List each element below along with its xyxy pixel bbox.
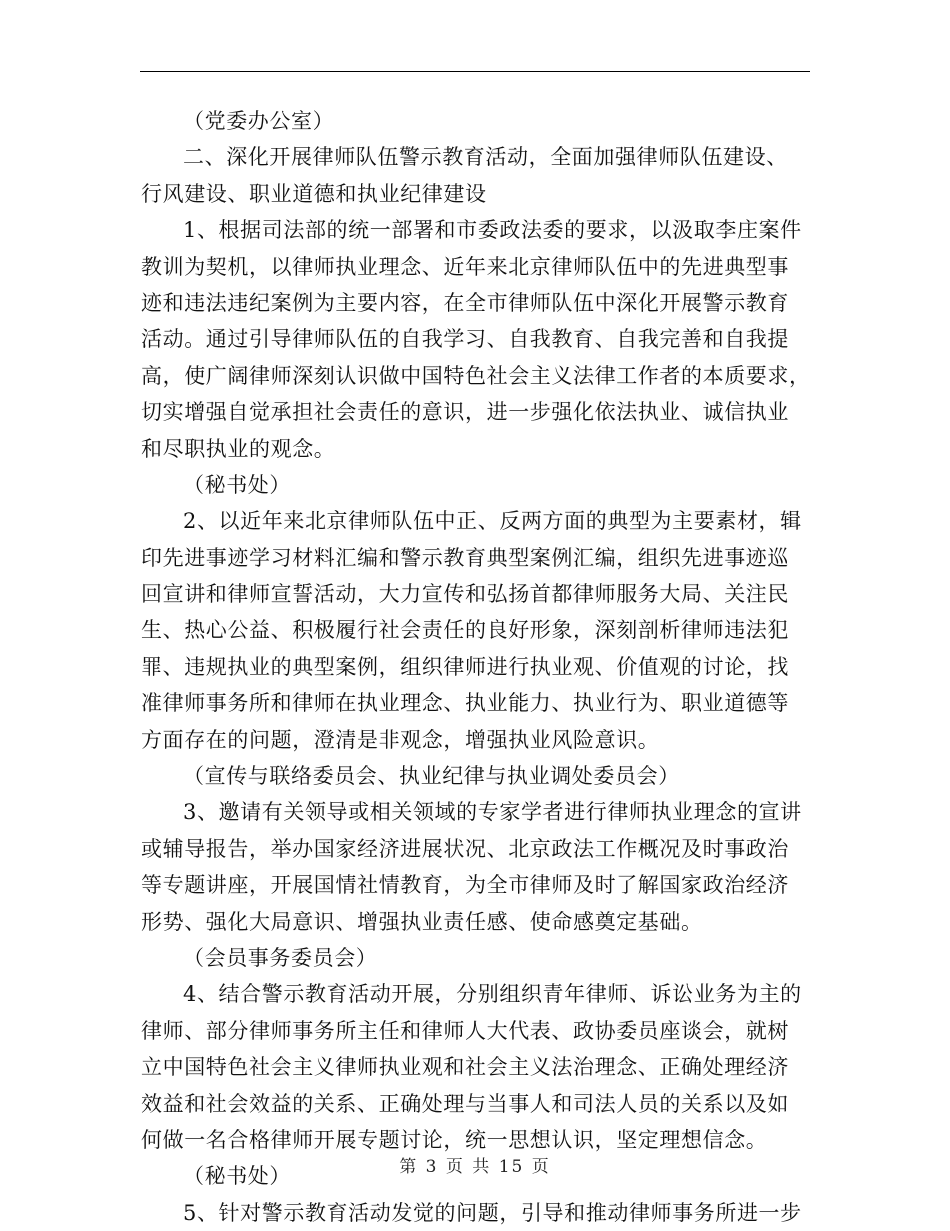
header-rule: [140, 71, 810, 72]
page-number-footer: 第 3 页 共 15 页: [399, 1157, 551, 1177]
text-line: 5、针对警示教育活动发觉的问题，引导和推动律师事务所进一步: [183, 1200, 802, 1225]
text-line: （宣传与联络委员会、执业纪律与执业调处委员会）: [183, 764, 680, 789]
text-line: 3、邀请有关领导或相关领域的专家学者进行律师执业理念的宣讲: [183, 800, 802, 825]
text-line: 方面存在的问题，澄清是非观念，增强执业风险意识。: [141, 727, 660, 752]
text-line: 2、以近年来北京律师队伍中正、反两方面的典型为主要素材，辑: [183, 509, 802, 534]
text-line: 切实增强自觉承担社会责任的意识，进一步强化依法执业、诚信执业: [141, 400, 789, 425]
text-line: 和尽职执业的观念。: [141, 436, 336, 461]
text-line: 活动。通过引导律师队伍的自我学习、自我教育、自我完善和自我提: [141, 327, 789, 352]
text-line: 立中国特色社会主义律师执业观和社会主义法治理念、正确处理经济: [141, 1055, 789, 1080]
text-line: 印先进事迹学习材料汇编和警示教育典型案例汇编，组织先进事迹巡: [141, 545, 789, 570]
text-line: （会员事务委员会）: [183, 945, 378, 970]
text-line: 准律师事务所和律师在执业理念、执业能力、执业行为、职业道德等: [141, 691, 789, 716]
text-line: 4、结合警示教育活动开展，分别组织青年律师、诉讼业务为主的: [183, 982, 802, 1007]
text-line: （党委办公室）: [183, 109, 335, 133]
text-line: （秘书处）: [183, 472, 291, 497]
text-line: 等专题讲座，开展国情社情教育，为全市律师及时了解国家政治经济: [141, 873, 789, 898]
text-line: 高，使广阔律师深刻认识做中国特色社会主义法律工作者的本质要求，: [141, 363, 811, 388]
document-body: [141, 103, 813, 1231]
text-line: （秘书处）: [183, 1164, 291, 1189]
text-line: 何做一名合格律师开展专题讨论，统一思想认识，坚定理想信念。: [141, 1127, 768, 1152]
text-line: 效益和社会效益的关系、正确处理与当事人和司法人员的关系以及如: [141, 1091, 789, 1116]
text-line: 罪、违规执业的典型案例，组织律师进行执业观、价值观的讨论，找: [141, 654, 789, 679]
text-line: 迹和违法违纪案例为主要内容，在全市律师队伍中深化开展警示教育: [141, 290, 789, 315]
text-line: 或辅导报告，举办国家经济进展状况、北京政法工作概况及时事政治: [141, 836, 789, 861]
text-line: 1、根据司法部的统一部署和市委政法委的要求，以汲取李庄案件: [183, 218, 802, 243]
text-line: 形势、强化大局意识、增强执业责任感、使命感奠定基础。: [141, 909, 703, 934]
text-line: 行风建设、职业道德和执业纪律建设: [141, 181, 487, 206]
text-line: 二、深化开展律师队伍警示教育活动，全面加强律师队伍建设、: [183, 145, 788, 170]
text-line: 律师、部分律师事务所主任和律师人大代表、政协委员座谈会，就树: [141, 1018, 789, 1043]
text-line: 生、热心公益、积极履行社会责任的良好形象，深刻剖析律师违法犯: [141, 618, 789, 643]
text-line: 教训为契机，以律师执业理念、近年来北京律师队伍中的先进典型事: [141, 254, 789, 279]
text-line: 回宣讲和律师宣誓活动，大力宣传和弘扬首都律师服务大局、关注民: [141, 582, 789, 607]
